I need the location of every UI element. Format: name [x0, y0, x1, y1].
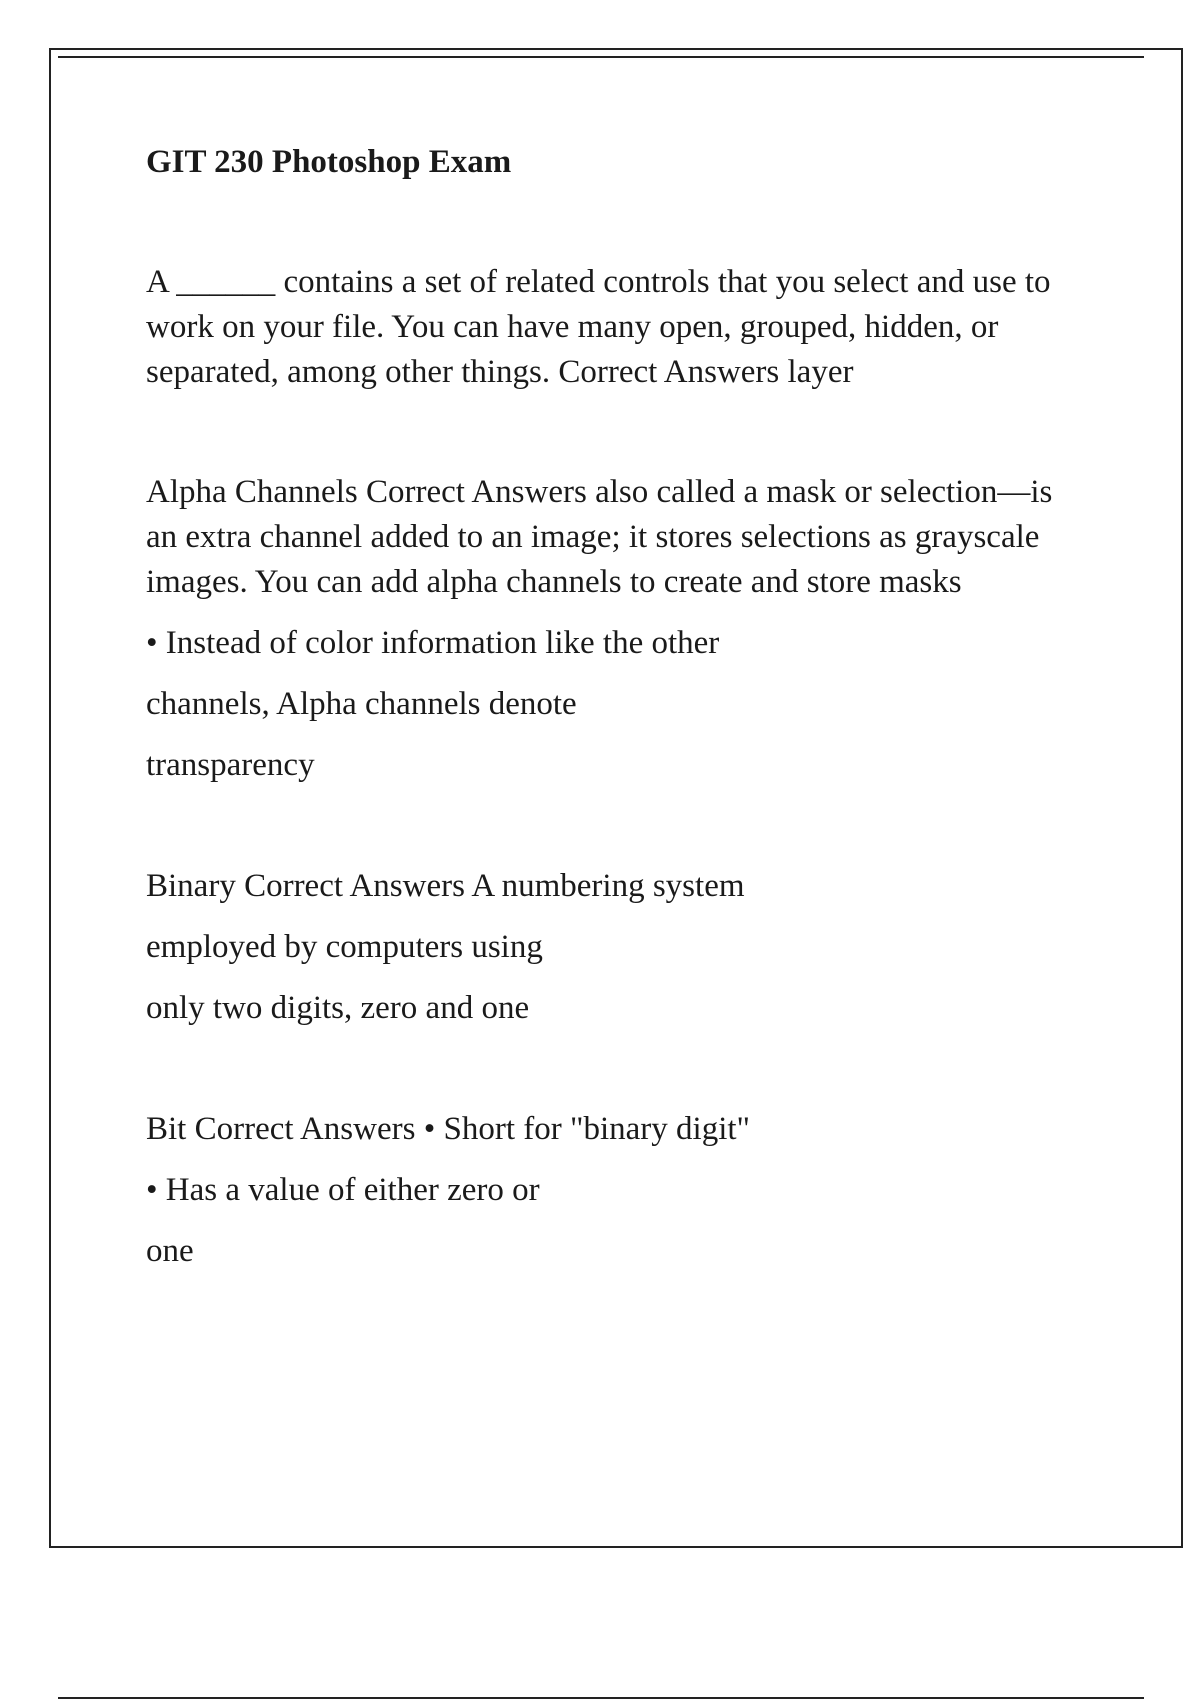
bit-line-2: • Has a value of either zero or — [146, 1172, 540, 1208]
page-title: GIT 230 Photoshop Exam — [146, 144, 512, 180]
binary-line-2: employed by computers using — [146, 929, 543, 965]
alpha-channels-bullet-line-1: • Instead of color information like the other — [146, 625, 720, 661]
binary-line-3: only two digits, zero and one — [146, 990, 530, 1026]
alpha-channels-definition: Alpha Channels Correct Answers also called a mask or selection—is an extra channel added to an image; it stores selections as grayscale images. You can add alpha channels to create and store masks — [146, 474, 1053, 600]
document-content — [146, 140, 1076, 1334]
question-bit — [146, 1107, 1076, 1274]
alpha-channels-bullet-line-3: transparency — [146, 747, 315, 783]
question-layer: A ______ contains a set of related controls that you select and use to work on your file. You can have many open, grouped, hidden, or separated, among other things. Correct Answers layer — [146, 264, 1051, 390]
question-alpha-channels — [146, 470, 1076, 788]
bit-line-3: one — [146, 1233, 194, 1269]
question-binary — [146, 864, 1076, 1031]
alpha-channels-bullet-line-2: channels, Alpha channels denote — [146, 686, 577, 722]
bottom-rule — [58, 1697, 1144, 1699]
binary-line-1: Binary Correct Answers A numbering system — [146, 868, 745, 904]
bit-line-1: Bit Correct Answers • Short for "binary digit" — [146, 1111, 751, 1147]
